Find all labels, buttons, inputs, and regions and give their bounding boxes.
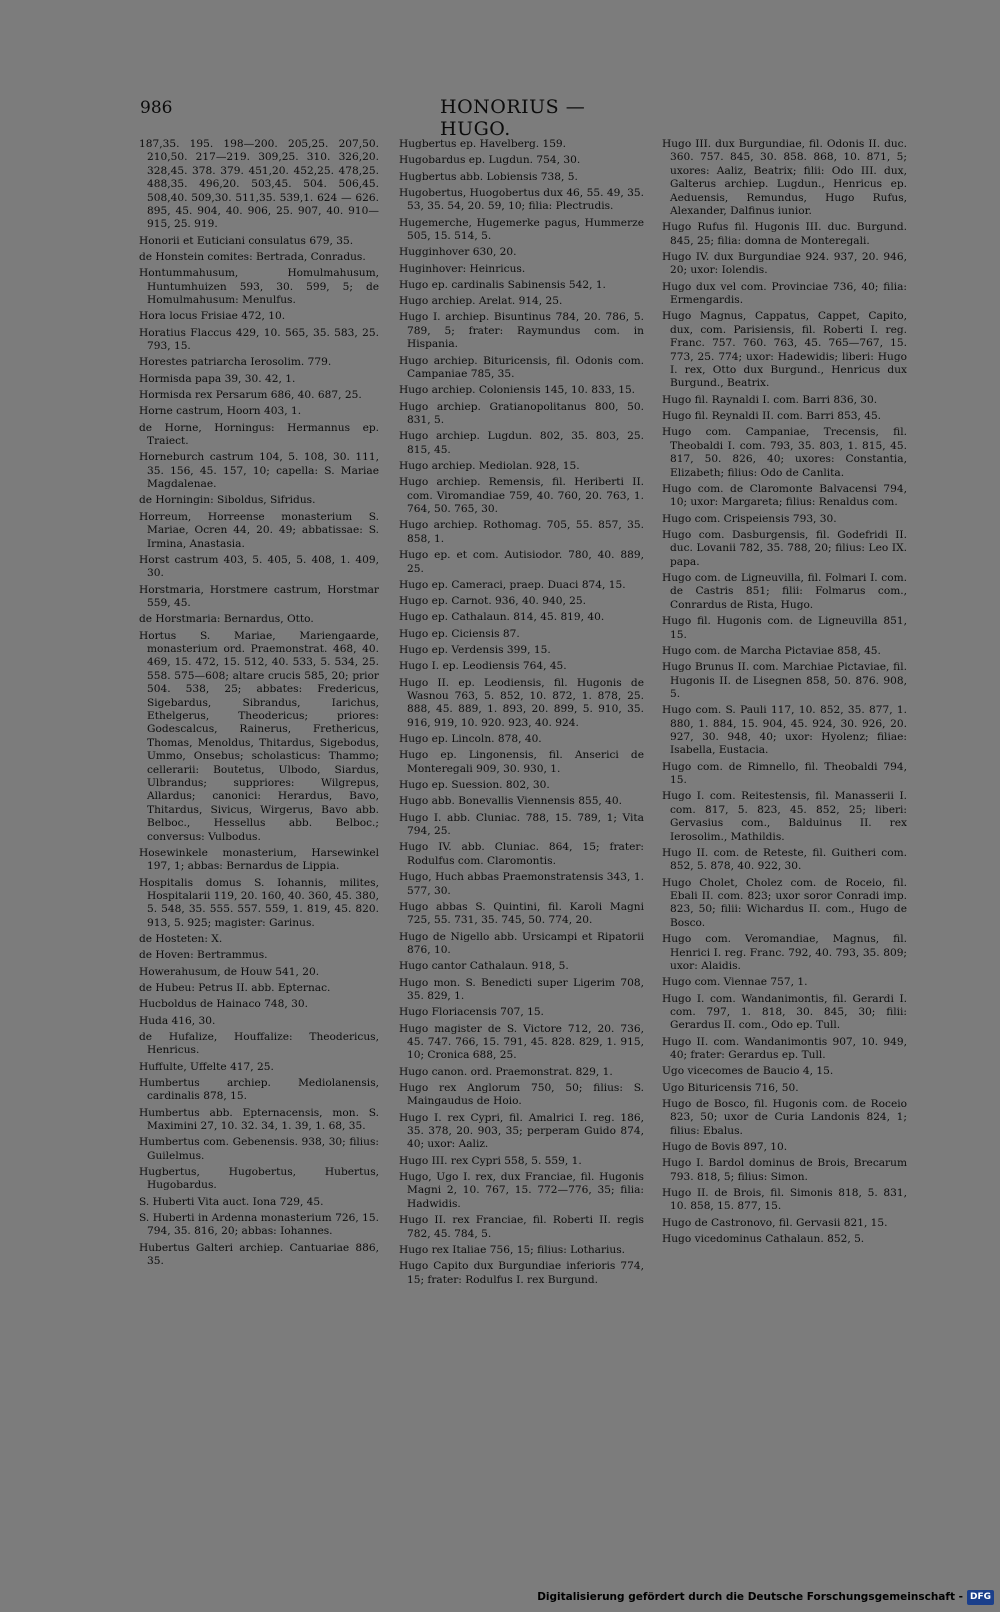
index-entry: Hugo III. dux Burgundiae, fil. Odonis II. duc. 360. 757. 845, 30. 858. 868, 10. 871, 5; uxores: Aaliz, Beatrix; filii: Odo III. dux, Galterus archiep. Lugdun., Henricus ep. Aeduensis, Remundus, Hugo Rufus, Alexander, Dalfinus iunior. [662, 138, 907, 218]
running-head: HONORIUS — HUGO. [440, 96, 586, 140]
index-entry: S. Huberti Vita auct. Iona 729, 45. [139, 1195, 324, 1208]
index-entry: Hugo com. de Ligneuvilla, fil. Folmari I. com. de Castris 851; filii: Folmarus com., Conrardus de Rista, Hugo. [662, 571, 907, 611]
index-entry: Hugo com. de Rimnello, fil. Theobaldi 794, 15. [662, 760, 907, 787]
index-entry: Howerahusum, de Houw 541, 20. [139, 965, 320, 978]
index-entry: Hugo com. Veromandiae, Magnus, fil. Henrici I. reg. Franc. 792, 40. 793, 35. 809; uxor: Alaidis. [662, 933, 907, 972]
index-entry: Hugo rex Italiae 756, 15; filius: Lotharius. [399, 1243, 626, 1256]
index-entry: Hugo abb. Bonevallis Viennensis 855, 40. [399, 795, 623, 808]
index-entry: Hugemerche, Hugemerke pagus, Hummerze 505, 15. 514, 5. [399, 216, 644, 242]
index-entry: Hugo dux vel com. Provinciae 736, 40; filia: Ermengardis. [662, 280, 907, 307]
index-entry: Hugobertus, Huogobertus dux 46, 55. 49, 35. 53, 35. 54, 20. 59, 10; filia: Plectrudis. [399, 186, 644, 213]
index-entry: Hugo archiep. Arelat. 914, 25. [399, 295, 563, 308]
index-entry: 187,35. 195. 198—200. 205,25. 207,50. 210,50. 217—219. 309,25. 310. 326,20. 328,45. 378. 379. 451,20. 452,25. 478,25. 488,35. 496,20. 503,45. 504. 506,45. 508,40. 509,30. 511,35. 539,1. 624 — 626. 895, 45. 904, 40. 906, 25. 907, 40. 910—915, 25. 919. [139, 138, 379, 231]
index-entry: Horst castrum 403, 5. 405, 5. 408, 1. 409, 30. [139, 553, 379, 580]
index-entry: Horatius Flaccus 429, 10. 565, 35. 583, 25. 793, 15. [139, 326, 379, 353]
index-entry: Hugo fil. Raynaldi I. com. Barri 836, 30. [662, 393, 878, 406]
index-entry: Hugo II. de Brois, fil. Simonis 818, 5. 831, 10. 858, 15. 877, 15. [662, 1187, 907, 1213]
index-entry: Horestes patriarcha Ierosolim. 779. [139, 356, 332, 369]
index-entry: Hugo Floriacensis 707, 15. [399, 1006, 544, 1019]
index-entry: Hugo fil. Reynaldi II. com. Barri 853, 45. [662, 410, 882, 423]
index-entry: Hugo magister de S. Victore 712, 20. 736, 45. 747. 766, 15. 791, 45. 828. 829, 1. 915, 10; Cronica 688, 25. [399, 1022, 644, 1062]
index-entry: Hugo I. com. Reitestensis, fil. Manasserii I. com. 817, 5. 823, 45. 852, 25; liberi: Gervasius com., Balduinus II. rex Ierosolim., Mathildis. [662, 790, 907, 843]
index-entry: Hugo Capito dux Burgundiae inferioris 774, 15; frater: Rodulfus I. rex Burgund. [399, 1260, 644, 1286]
index-entry: Hugo com. Viennae 757, 1. [662, 976, 808, 989]
footer-text: Digitalisierung gefördert durch die Deutsche Forschungsgemeinschaft - [537, 1591, 963, 1603]
index-entry: Hortus S. Mariae, Mariengaarde, monasterium ord. Praemonstrat. 468, 40. 469, 15. 472, 15. 512, 40. 533, 5. 534, 25. 558. 575—608; altare crucis 585, 20; prior 504. 538, 25; abbates: Fredericus, Sigebardus, Sibrandus, Iarichus, Ethelgerus, Theodericus; priores: Godescalcus, Rainerus, Frethericus, Thomas, Menoldus, Thitardus, Sigebodus, Ummo, Onsebus; scholasticus: Thammo; cellerarii: Boutetus, Ulbodo, Siardus, Ulbrandus; suppriores: Wilgrepus, Allardus; canonici: Herardus, Bavo, Thitardus, Sivicus, Wirgerus, Bavo abb. Belboc., Hessellus abb. Belboc.; conversus: Vulbodus. [139, 629, 379, 843]
index-entry: Hugo com. S. Pauli 117, 10. 852, 35. 877, 1. 880, 1. 884, 15. 904, 45. 924, 30. 926, 20. 927, 30. 948, 40; uxor: Hyolenz; filiae: Isabella, Eustacia. [662, 704, 907, 757]
index-entry: Hugo, Huch abbas Praemonstratensis 343, 1. 577, 30. [399, 871, 644, 897]
dfg-logo-icon: DFG [967, 1590, 994, 1605]
index-entry: Hugo I. archiep. Bisuntinus 784, 20. 786, 5. 789, 5; frater: Raymundus com. in Hispania. [399, 311, 644, 351]
index-entry: Honorii et Euticiani consulatus 679, 35. [139, 234, 354, 247]
page-header [140, 96, 635, 140]
index-entry: Hugo Rufus fil. Hugonis III. duc. Burgund. 845, 25; filia: domna de Monteregali. [662, 221, 907, 247]
index-entry: Hugo, Ugo I. rex, dux Franciae, fil. Hugonis Magni 2, 10. 767, 15. 772—776, 35; filia: Hadwidis. [399, 1171, 644, 1210]
index-entry: Hugo ep. Carnot. 936, 40. 940, 25. [399, 595, 587, 608]
index-entry: Hugo IV. dux Burgundiae 924. 937, 20. 946, 20; uxor: Iolendis. [662, 251, 907, 277]
index-entry: Ugo vicecomes de Baucio 4, 15. [662, 1065, 834, 1078]
footer-credit [537, 1588, 994, 1606]
index-entry: Hugo Magnus, Cappatus, Cappet, Capito, dux, com. Parisiensis, fil. Roberti I. reg. Franc. 757. 760. 763, 45. 765—767, 15. 773, 25. 774; uxor: Hadewidis; liberi: Hugo I. rex, Otto dux Burgund., Henricus dux Burgund., Beatrix. [662, 310, 907, 390]
index-entry: Humbertus archiep. Mediolanensis, cardinalis 878, 15. [139, 1076, 379, 1103]
index-entry: Hugo archiep. Bituricensis, fil. Odonis com. Campaniae 785, 35. [399, 354, 644, 380]
index-entry: Hugo com. de Marcha Pictaviae 858, 45. [662, 644, 881, 657]
index-entry: Hugo ep. Cathalaun. 814, 45. 819, 40. [399, 611, 605, 624]
index-entry: Hucboldus de Hainaco 748, 30. [139, 998, 308, 1011]
index-entry: Hugo II. rex Franciae, fil. Roberti II. regis 782, 45. 784, 5. [399, 1214, 644, 1240]
index-entry: de Hosteten: X. [139, 933, 223, 946]
index-entry: Hugbertus ep. Havelberg. 159. [399, 138, 567, 150]
index-entry: de Horne, Horningus: Hermannus ep. Traiect. [139, 421, 379, 448]
index-entry: Hugbertus, Hugobertus, Hubertus, Hugobardus. [139, 1166, 379, 1192]
index-entry: Hugo ep. cardinalis Sabinensis 542, 1. [399, 278, 606, 291]
index-entry: Hugo rex Anglorum 750, 50; filius: S. Maingaudus de Hoio. [399, 1081, 644, 1108]
index-entry: Hugobardus ep. Lugdun. 754, 30. [399, 154, 581, 167]
index-entry: Hugo archiep. Gratianopolitanus 800, 50. 831, 5. [399, 400, 644, 426]
index-entry: Hugginhover 630, 20. [399, 246, 517, 259]
index-entry: Hubertus Galteri archiep. Cantuariae 886, 35. [139, 1241, 379, 1268]
index-column-2 [399, 138, 644, 1290]
index-entry: Hugo III. rex Cypri 558, 5. 559, 1. [399, 1154, 582, 1167]
index-entry: Ugo Bituricensis 716, 50. [662, 1081, 799, 1094]
index-entry: Hugo archiep. Lugdun. 802, 35. 803, 25. 815, 45. [399, 430, 644, 456]
index-entry: Hugo Brunus II. com. Marchiae Pictaviae, fil. Hugonis II. de Lisegnen 858, 50. 876. 908, 5. [662, 661, 907, 700]
index-entry: Hugo I. ep. Leodiensis 764, 45. [399, 660, 567, 673]
index-entry: Hormisda rex Persarum 686, 40. 687, 25. [139, 389, 362, 402]
index-entry: Hugo com. Campaniae, Trecensis, fil. Theobaldi I. com. 793, 35. 803, 1. 815, 45. 817, 50. 826, 40; uxores: Constantia, Elizabeth; filius: Odo de Canlita. [662, 426, 907, 479]
index-entry: Hugbertus abb. Lobiensis 738, 5. [399, 170, 578, 183]
index-entry: Hugo vicedominus Cathalaun. 852, 5. [662, 1233, 865, 1246]
index-entry: Hugo canon. ord. Praemonstrat. 829, 1. [399, 1065, 613, 1078]
index-entry: Hontummahusum, Homulmahusum, Huntumhuizen 593, 30. 599, 5; de Homulmahusum: Menulfus. [139, 267, 379, 307]
index-entry: Hugo de Bovis 897, 10. [662, 1141, 788, 1154]
index-entry: Hospitalis domus S. Iohannis, milites, Hospitalarii 119, 20. 160, 40. 360, 45. 380, 5. 548, 35. 555. 557. 559, 1. 819, 45. 820. 913, 5. 925; magister: Garinus. [139, 876, 379, 929]
index-entry: Hugo I. Bardol dominus de Brois, Brecarum 793. 818, 5; filius: Simon. [662, 1157, 907, 1183]
index-entry: Hugo de Castronovo, fil. Gervasii 821, 15. [662, 1216, 888, 1229]
index-entry: Hugo ep. Lincoln. 878, 40. [399, 733, 542, 746]
index-entry: Hugo ep. Suession. 802, 30. [399, 779, 550, 792]
index-entry: Hugo com. Crispeiensis 793, 30. [662, 512, 837, 525]
index-entry: Hugo II. ep. Leodiensis, fil. Hugonis de Wasnou 763, 5. 852, 10. 872, 1. 878, 25. 888, 45. 889, 1. 893, 20. 899, 5. 910, 35. 916, 919, 10. 920. 923, 40. 924. [399, 676, 644, 729]
index-entry: de Horningin: Siboldus, Sifridus. [139, 494, 316, 507]
index-entry: Hugo ep. Cameraci, praep. Duaci 874, 15. [399, 578, 626, 591]
index-entry: Hugo archiep. Mediolan. 928, 15. [399, 460, 580, 472]
index-entry: de Hubeu: Petrus II. abb. Epternac. [139, 982, 331, 995]
index-entry: de Hufalize, Houffalize: Theodericus, Henricus. [139, 1030, 379, 1057]
index-entry: Hugo ep. et com. Autisiodor. 780, 40. 889, 25. [399, 549, 644, 575]
index-entry: Hugo fil. Hugonis com. de Ligneuvilla 851, 15. [662, 615, 907, 641]
index-entry: Hugo Cholet, Cholez com. de Roceio, fil. Ebali II. com. 823; uxor soror Conradi imp. 823, 50; filii: Wichardus II. com., Hugo de Bosco. [662, 876, 907, 929]
index-entry: Humbertus abb. Epternacensis, mon. S. Maximini 27, 10. 32. 34, 1. 39, 1. 68, 35. [139, 1106, 379, 1133]
index-entry: Horstmaria, Horstmere castrum, Horstmar 559, 45. [139, 583, 379, 609]
index-column-3 [662, 138, 907, 1249]
index-entry: Huffulte, Uffelte 417, 25. [139, 1060, 274, 1073]
index-column-1 [139, 138, 379, 1271]
index-entry: Hugo ep. Lingonensis, fil. Anserici de Monteregali 909, 30. 930, 1. [399, 749, 644, 775]
index-entry: Hugo com. de Claromonte Balvacensi 794, 10; uxor: Margareta; filius: Renaldus com. [662, 482, 907, 509]
index-entry: Hugo ep. Verdensis 399, 15. [399, 644, 551, 656]
index-entry: Hugo I. abb. Cluniac. 788, 15. 789, 1; Vita 794, 25. [399, 811, 644, 838]
index-entry: Hugo de Nigello abb. Ursicampi et Ripatorii 876, 10. [399, 930, 644, 956]
index-entry: de Honstein comites: Bertrada, Conradus. [139, 251, 366, 264]
index-entry: Hugo com. Dasburgensis, fil. Godefridi II. duc. Lovanii 782, 35. 788, 20; filius: Leo IX. papa. [662, 528, 907, 568]
index-entry: Hugo mon. S. Benedicti super Ligerim 708, 35. 829, 1. [399, 976, 644, 1002]
index-entry: Hugo I. rex Cypri, fil. Amalrici I. reg. 186, 35. 378, 20. 903, 35; perperam Guido 874, 40; uxor: Aaliz. [399, 1111, 644, 1151]
index-entry: Hormisda papa 39, 30. 42, 1. [139, 372, 296, 385]
index-entry: Hugo cantor Cathalaun. 918, 5. [399, 960, 569, 973]
index-entry: Hugo archiep. Coloniensis 145, 10. 833, 15. [399, 384, 636, 397]
index-entry: Huda 416, 30. [139, 1014, 216, 1027]
index-entry: Hugo archiep. Remensis, fil. Heriberti II. com. Viromandiae 759, 40. 760, 20. 763, 1. 764, 50. 765, 30. [399, 476, 644, 516]
index-entry: Hugo IV. abb. Cluniac. 864, 15; frater: Rodulfus com. Claromontis. [399, 841, 644, 867]
index-entry: Horne castrum, Hoorn 403, 1. [139, 405, 302, 418]
index-entry: Horneburch castrum 104, 5. 108, 30. 111, 35. 156, 45. 157, 10; capella: S. Mariae Magdalenae. [139, 451, 379, 491]
index-entry: Hugo I. com. Wandanimontis, fil. Gerardi I. com. 797, 1. 818, 30. 845, 30; filii: Gerardus II. com., Odo ep. Tull. [662, 992, 907, 1032]
index-entry: Hugo archiep. Rothomag. 705, 55. 857, 35. 858, 1. [399, 519, 644, 545]
index-entry: Huginhover: Heinricus. [399, 262, 526, 275]
index-entry: Horreum, Horreense monasterium S. Mariae, Ocren 44, 20. 49; abbatissae: S. Irmina, Anastasia. [139, 510, 379, 550]
index-entry: de Horstmaria: Bernardus, Otto. [139, 613, 314, 626]
index-entry: Hugo II. com. de Reteste, fil. Guitheri com. 852, 5. 878, 40. 922, 30. [662, 846, 907, 873]
page-number: 986 [140, 98, 173, 118]
index-entry: de Hoven: Bertrammus. [139, 949, 268, 962]
index-entry: S. Huberti in Ardenna monasterium 726, 15. 794, 35. 816, 20; abbas: Iohannes. [139, 1212, 379, 1238]
index-entry: Hugo II. com. Wandanimontis 907, 10. 949, 40; frater: Gerardus ep. Tull. [662, 1035, 907, 1062]
index-entry: Humbertus com. Gebenensis. 938, 30; filius: Guilelmus. [139, 1136, 379, 1162]
index-entry: Hugo abbas S. Quintini, fil. Karoli Magni 725, 55. 731, 35. 745, 50. 774, 20. [399, 900, 644, 927]
index-entry: Hosewinkele monasterium, Harsewinkel 197, 1; abbas: Bernardus de Lippia. [139, 846, 379, 873]
index-entry: Hugo ep. Ciciensis 87. [399, 627, 520, 640]
index-entry: Hora locus Frisiae 472, 10. [139, 310, 286, 323]
index-entry: Hugo de Bosco, fil. Hugonis com. de Roceio 823, 50; uxor de Curia Landonis 824, 1; filius: Ebalus. [662, 1097, 907, 1137]
